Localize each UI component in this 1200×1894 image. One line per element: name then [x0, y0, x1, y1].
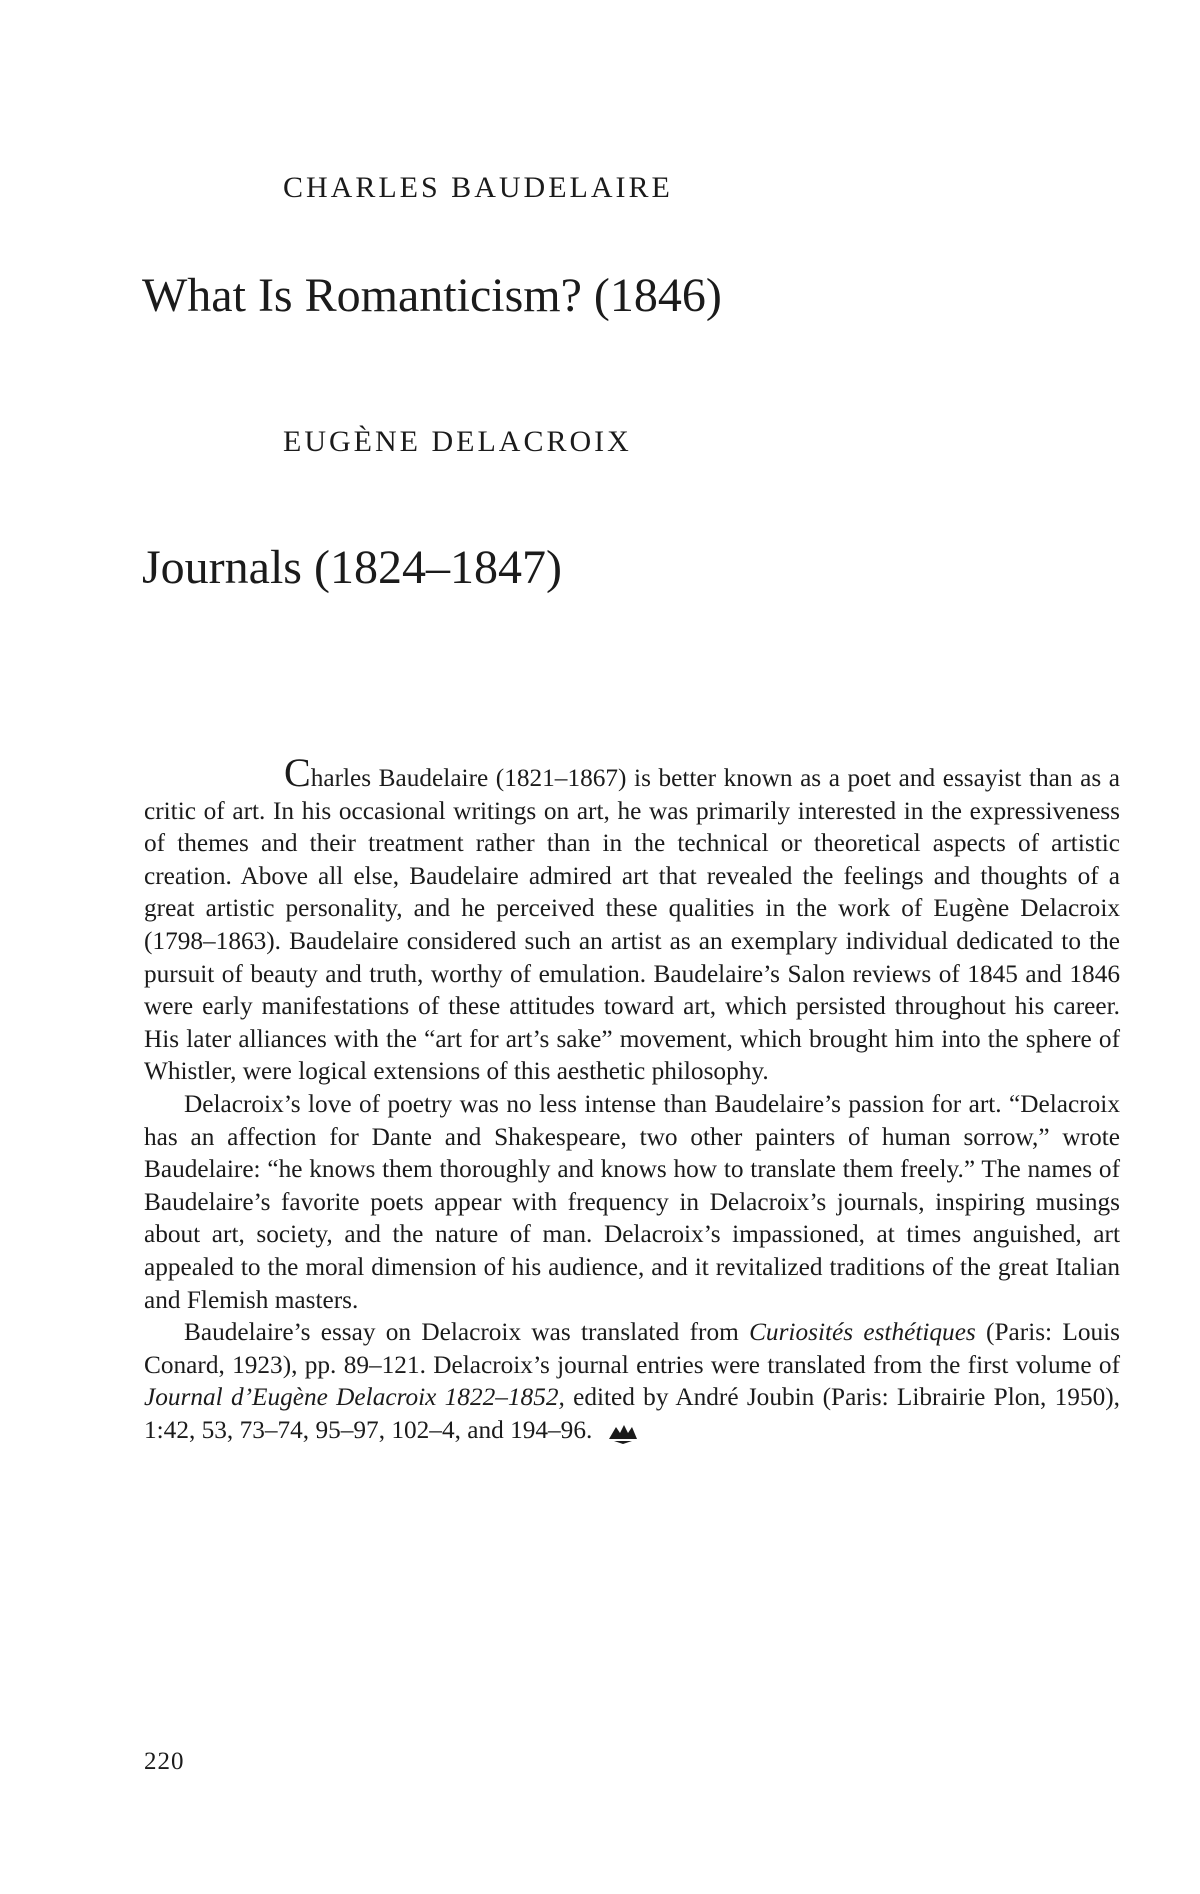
- source-note-part-b: (Paris: Louis Conard, 1923), pp. 89–121. Delacroix’s journal entries were translated from the first volume of: [144, 1318, 1120, 1379]
- intro-paragraph-2: Delacroix’s love of poetry was no less intense than Baudelaire’s passion for art. “Delacroix has an affection for Dante and Shakespeare, two other painters of human sorrow,” wrote Baudelaire: “he knows them thoroughly and knows how to translate them freely.” The names of Baudelaire’s favorite poets appear with frequency in Delacroix’s journals, inspiring musings about art, society, and the nature of man. Delacroix’s impassioned, at times anguished, art appealed to the moral dimension of his audience, and it revitalized traditions of the great Italian and Flemish masters.: [144, 1089, 1120, 1314]
- intro-paragraph-3: [144, 1316, 1120, 1446]
- page-number: 220: [144, 1748, 185, 1775]
- source-note-part-c: edited by André Joubin (Paris: Librairie Plon, 1950), 1:42, 53, 73–74, 95–97, 102–4, and 194–96.: [144, 1383, 1120, 1444]
- source-note-part-a: Baudelaire’s essay on Delacroix was translated from: [184, 1318, 750, 1347]
- author-heading-delacroix: EUGÈNE DELACROIX: [283, 424, 632, 458]
- essay-title-journals: Journals (1824–1847): [142, 541, 562, 595]
- source-work-title-1: Curiosités esthétiques: [749, 1318, 976, 1347]
- printer-ornament-icon: [606, 1419, 640, 1445]
- essay-title-romanticism: What Is Romanticism? (1846): [142, 269, 722, 323]
- introduction-text: [144, 750, 1120, 1446]
- source-work-title-2: Journal d’Eugène Delacroix 1822–1852,: [144, 1383, 565, 1412]
- author-heading-baudelaire: CHARLES BAUDELAIRE: [283, 170, 673, 204]
- drop-cap: C: [284, 750, 311, 795]
- intro-paragraph-1: [144, 750, 1120, 1088]
- intro-paragraph-1-text: harles Baudelaire (1821–1867) is better known as a poet and essayist than as a critic of art. In his occasional writings on art, he was primarily interested in the expressiveness of themes and their treatment rather than in the technical or theoretical aspects of artistic creation. Above all else, Baudelaire admired art that revealed the feelings and thoughts of a great artistic personality, and he perceived these qualities in the work of Eugène Delacroix (1798–1863). Baudelaire considered such an artist as an exemplary individual dedicated to the pursuit of beauty and truth, worthy of emulation. Baudelaire’s Salon reviews of 1845 and 1846 were early manifestations of these attitudes toward art, which persisted throughout his career. His later alliances with the “art for art’s sake” movement, which brought him into the sphere of Whistler, were logical extensions of this aesthetic philosophy.: [144, 764, 1120, 1086]
